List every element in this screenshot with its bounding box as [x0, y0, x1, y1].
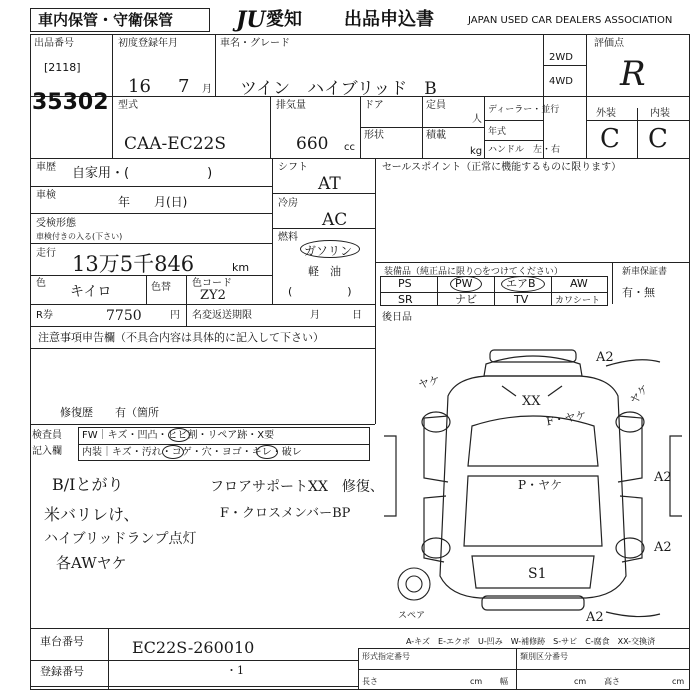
name-change-label: 名変返送期限 [192, 310, 252, 321]
rear-label: 後日品 [382, 312, 412, 323]
fuel-value: ガソリン [304, 244, 353, 258]
mileage-unit: km [232, 261, 250, 274]
recycle-unit: 円 [170, 310, 180, 321]
diagram-mark-f-yake: F・ヤケ [545, 408, 588, 429]
warranty-options: 有・無 [622, 286, 655, 299]
dim-width: 幅 [500, 677, 508, 686]
warranty-label: 新車保証書 [622, 267, 668, 277]
type-label: 型式 [118, 100, 138, 111]
equip-seat: カワシート [555, 296, 601, 306]
grade-value: R [620, 54, 646, 94]
equip-airbag: エアB [506, 277, 536, 290]
equip-ps: PS [398, 277, 412, 290]
displacement-unit: cc [344, 142, 355, 153]
diagram-mark-a2-right2: A2 [654, 540, 672, 555]
mileage-value: 13万5千846 [72, 252, 195, 276]
model-label: 車名・グレード [220, 38, 290, 49]
color-code-label: 色コード [192, 278, 232, 289]
remarks-label: 記入欄 [32, 446, 62, 457]
note-line-4: 各AWヤケ [56, 554, 127, 572]
mileage-label: 走行 [36, 248, 56, 259]
note-line-5: フロアサポートXX 修復、 [210, 479, 384, 495]
year-label: 年式 [488, 127, 507, 137]
recycle-value: 7750 [106, 308, 142, 324]
receive-label: 受検形態 [36, 218, 76, 229]
interior-value: C [648, 124, 668, 154]
fuel-label: 燃料 [278, 232, 298, 243]
receive-sub: 車検付きの入る(下さい) [36, 232, 123, 241]
diagram-mark-xx: XX [522, 394, 541, 409]
header-english-title: JAPAN USED CAR DEALERS ASSOCIATION [468, 15, 673, 26]
load-unit: kg [470, 146, 483, 157]
equip-airbag-circle [501, 276, 545, 292]
diagram-mark-yake-right: ヤケ [627, 381, 652, 407]
chassis-value: EC22S-260010 [132, 638, 255, 657]
displacement-value: 660 [296, 134, 329, 154]
color-change-label: 色替 [151, 282, 171, 293]
lot-number: 35302 [32, 90, 109, 115]
check-row-2: 内装｜キズ・汚れ・コゲ・穴・ヨゴ・キレ・破レ [82, 447, 302, 458]
lot-number-label: 出品番号 [34, 38, 74, 49]
exterior-label: 外装 [596, 108, 616, 119]
selling-points-label: セールスポイント（正常に機能するものに限ります） [382, 162, 622, 173]
name-change-day: 日 [352, 310, 362, 321]
diagram-mark-s1: S1 [528, 566, 547, 582]
reg-month-unit: 月 [202, 84, 212, 95]
grade-label: 評価点 [594, 38, 624, 49]
diagram-mark-p-yake: P・ヤケ [518, 478, 563, 492]
equip-pw-circle [450, 276, 482, 292]
drive-2wd: 2WD [549, 52, 573, 63]
note-line-2: 米バリレけ、 [44, 505, 140, 524]
shift-label: シフト [278, 162, 308, 173]
note-line-1: B/Iとがり [52, 475, 124, 494]
type-value: CAA-EC22S [124, 134, 226, 154]
check-circle-3 [256, 445, 278, 459]
header-logo-text: 愛知 [266, 9, 302, 30]
dim-cm-1: cm [470, 677, 483, 686]
shape-label: 形状 [364, 130, 384, 141]
dim-length: 長さ [362, 677, 378, 686]
name-change-month: 月 [310, 310, 320, 321]
note-line-3: ハイブリッドランプ点灯 [44, 531, 197, 547]
exterior-value: C [600, 124, 620, 154]
check-circle-1 [168, 428, 190, 442]
dim-height: 高さ [604, 677, 620, 686]
interior-label: 内装 [650, 108, 670, 119]
aircon-label: 冷房 [278, 198, 298, 209]
equip-sr: SR [398, 293, 413, 306]
diagram-mark-yake-left: ヤケ [416, 373, 442, 392]
dealer-label: ディーラー・並行 [488, 105, 560, 115]
equip-aw: AW [570, 277, 588, 290]
diagram-mark-a2-right: A2 [654, 470, 672, 485]
check-circle-2 [162, 445, 184, 459]
spare-label: スペア [398, 611, 426, 621]
note-line-6: F・クロスメンバーBP [220, 506, 351, 521]
drive-4wd: 4WD [549, 76, 573, 87]
fuel-option-2: 軽 油 [308, 265, 341, 278]
reg-year: 16 [128, 76, 151, 97]
color-value: キイロ [70, 284, 112, 300]
shift-value: AT [318, 174, 341, 194]
door-label: ドア [364, 100, 384, 111]
lot-sub: [2118] [44, 61, 81, 74]
chassis-label: 車台番号 [40, 635, 84, 648]
model-value: ツイン ハイブリッド B [240, 79, 437, 99]
class-label: 類別区分番号 [520, 652, 568, 661]
dim-cm-2: cm [574, 677, 587, 686]
history-label: 車歴 [36, 162, 56, 173]
load-label: 積載 [426, 130, 446, 141]
recycle-label: R券 [36, 310, 53, 321]
capacity-label: 定員 [426, 100, 446, 111]
history-value: 自家用・( ) [72, 166, 213, 181]
fuel-paren: ( ) [288, 285, 352, 298]
displacement-label: 排気量 [276, 100, 306, 111]
capacity-unit: 人 [472, 114, 482, 125]
inspection-value: 年 月(日) [118, 195, 188, 209]
equip-navi: ナビ [455, 293, 477, 306]
reg-date-label: 初度登録年月 [118, 38, 178, 49]
color-label: 色 [36, 278, 46, 289]
diagram-mark-a2-top: A2 [596, 350, 614, 365]
seal-label: 形式指定番号 [362, 652, 410, 661]
diagram-mark-a2-bottom: A2 [586, 610, 604, 625]
equipment-label: 装備品（純正品に限り○をつけてください） [384, 267, 563, 277]
check-row-1: FW｜キズ・凹凸・ヒビ割・リペア跡・X要 [82, 430, 275, 441]
inspector-label: 検査員 [32, 430, 62, 441]
handle-label: ハンドル 左・右 [488, 145, 561, 155]
reg-month: 7 [178, 76, 190, 97]
diagram-legend: A-キズ E-エクボ U-凹み W-補修跡 S-サビ C-腐食 XX-交換済 [406, 637, 656, 646]
equip-pw: PW [455, 277, 473, 290]
header-main-title: 出品申込書 [344, 9, 434, 30]
aircon-value: AC [322, 210, 348, 230]
notes-label: 注意事項申告欄（不具合内容は具体的に記入して下さい） [38, 331, 324, 344]
inspection-label: 車検 [36, 190, 56, 201]
color-code-value: ZY2 [200, 288, 226, 303]
repair-history-label: 修復歴 有（箇所 [60, 406, 159, 419]
reg-no-value: ・1 [226, 664, 244, 677]
reg-no-label: 登録番号 [40, 665, 84, 678]
fuel-selected-circle [300, 240, 360, 258]
ju-logo: JU [236, 7, 266, 33]
equip-tv: TV [514, 293, 529, 306]
dim-cm-3: cm [672, 677, 685, 686]
header-title-left: 車内保管・守衛保管 [38, 11, 174, 29]
